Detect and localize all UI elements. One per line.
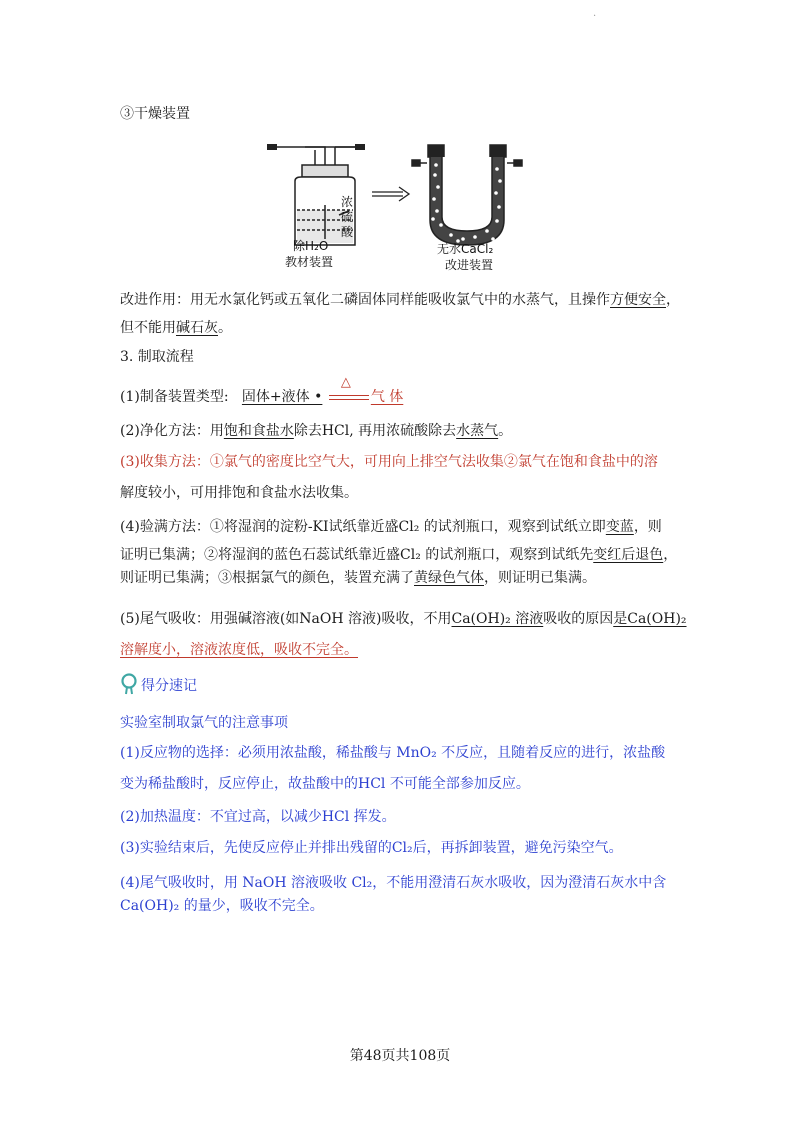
answer-red-then-fade: 变红后退色: [593, 547, 664, 563]
item-3-collection-line-2: 解度较小，可用排饱和食盐水法收集。: [120, 485, 358, 501]
answer-soda-lime: 碱石灰: [176, 320, 218, 336]
item-1-apparatus-type: (1)制备装置类型: 固体+液体 • △ 气 体: [120, 375, 404, 405]
answer-saturated-brine: 饱和食盐水: [223, 423, 294, 439]
heading-drying-apparatus: ③干燥装置: [120, 106, 190, 122]
item-5-line-1: (5)尾气吸收：用强碱溶液(如NaOH 溶液)吸收，不用Ca(OH)₂ 溶液吸收的原因是Ca(OH)₂: [120, 611, 687, 627]
heat-triangle: △: [340, 375, 351, 390]
label-textbook-apparatus: 教材装置: [285, 255, 334, 269]
label-conc: 浓: [341, 195, 354, 209]
apparatus-figure: [265, 135, 555, 275]
improve-line-2: 但不能用碱石灰。: [120, 320, 232, 336]
label-remove-water: 除H₂O: [293, 239, 329, 253]
apparatus-drawing: [265, 135, 555, 275]
tip-title: 得分速记: [141, 678, 197, 694]
label-acid: 酸: [341, 225, 354, 239]
item-5-line-2: 溶解度小，溶液浓度低，吸收不完全。: [120, 642, 358, 658]
section-3-title: 3. 制取流程: [120, 349, 194, 365]
item-3-collection-line-1: (3)收集方法：①氯气的密度比空气大，可用向上排空气法收集②氯气在饱和食盐中的溶: [120, 454, 658, 470]
lightbulb-icon: [120, 673, 138, 695]
answer-solid-liquid: 固体+液体 •: [241, 389, 323, 405]
answer-caoh2-solution: Ca(OH)₂ 溶液: [451, 611, 544, 627]
label-anhydrous-cacl2: 无水CaCl₂: [437, 242, 494, 256]
label-improved-apparatus: 改进装置: [445, 258, 494, 272]
tip-1-line-2: 变为稀盐酸时，反应停止，故盐酸中的HCl 不可能全部参加反应。: [120, 776, 530, 792]
tip-4-line-2: Ca(OH)₂ 的量少，吸收不完全。: [120, 898, 324, 914]
answer-water-vapor: 水蒸气: [456, 423, 499, 439]
improve-line-1: 改进作用：用无水氯化钙或五氧化二磷固体同样能吸收氯气中的水蒸气，且操作方便安全，: [120, 292, 680, 308]
heat-arrow: [327, 375, 371, 407]
tip-3: (3)实验结束后，先使反应停止并排出残留的Cl₂后，再拆卸装置，避免污染空气。: [120, 840, 623, 856]
answer-turn-blue: 变蓝: [605, 519, 634, 535]
item-2-purification: (2)净化方法：用饱和食盐水除去HCl, 再用浓硫酸除去水蒸气。: [120, 423, 513, 439]
corner-dot: .: [593, 8, 597, 19]
tip-2: (2)加热温度：不宜过高，以减少HCl 挥发。: [120, 809, 396, 825]
item-4-line-1: (4)验满方法：①将湿润的淀粉-KI试纸靠近盛Cl₂ 的试剂瓶口，观察到试纸立即变蓝，则: [120, 519, 662, 535]
answer-convenient-safe: 方便安全: [610, 292, 666, 308]
tip-subtitle: 实验室制取氯气的注意事项: [120, 715, 288, 731]
u-tube: [412, 145, 522, 245]
item-4-line-2: 证明已集满；②将湿润的蓝色石蕊试纸靠近盛Cl₂ 的试剂瓶口，观察到试纸先变红后退色，: [120, 547, 678, 563]
arrow-right-icon: [372, 187, 409, 201]
item-4-line-3: 则证明已集满；③根据氯气的颜色，装置充满了黄绿色气体，则证明已集满。: [120, 570, 596, 586]
page-number: 第48页共108页: [349, 1048, 451, 1064]
answer-gas: 气 体: [370, 389, 404, 405]
answer-yellow-green-gas: 黄绿色气体: [414, 570, 484, 586]
tip-1-line-1: (1)反应物的选择：必须用浓盐酸，稀盐酸与 MnO₂ 不反应，且随着反应的进行，浓盐酸: [120, 745, 666, 761]
tip-4-line-1: (4)尾气吸收时，用 NaOH 溶液吸收 Cl₂，不能用澄清石灰水吸收，因为澄清石灰水中含: [120, 875, 667, 891]
label-sulfuric: 硫: [341, 210, 354, 224]
